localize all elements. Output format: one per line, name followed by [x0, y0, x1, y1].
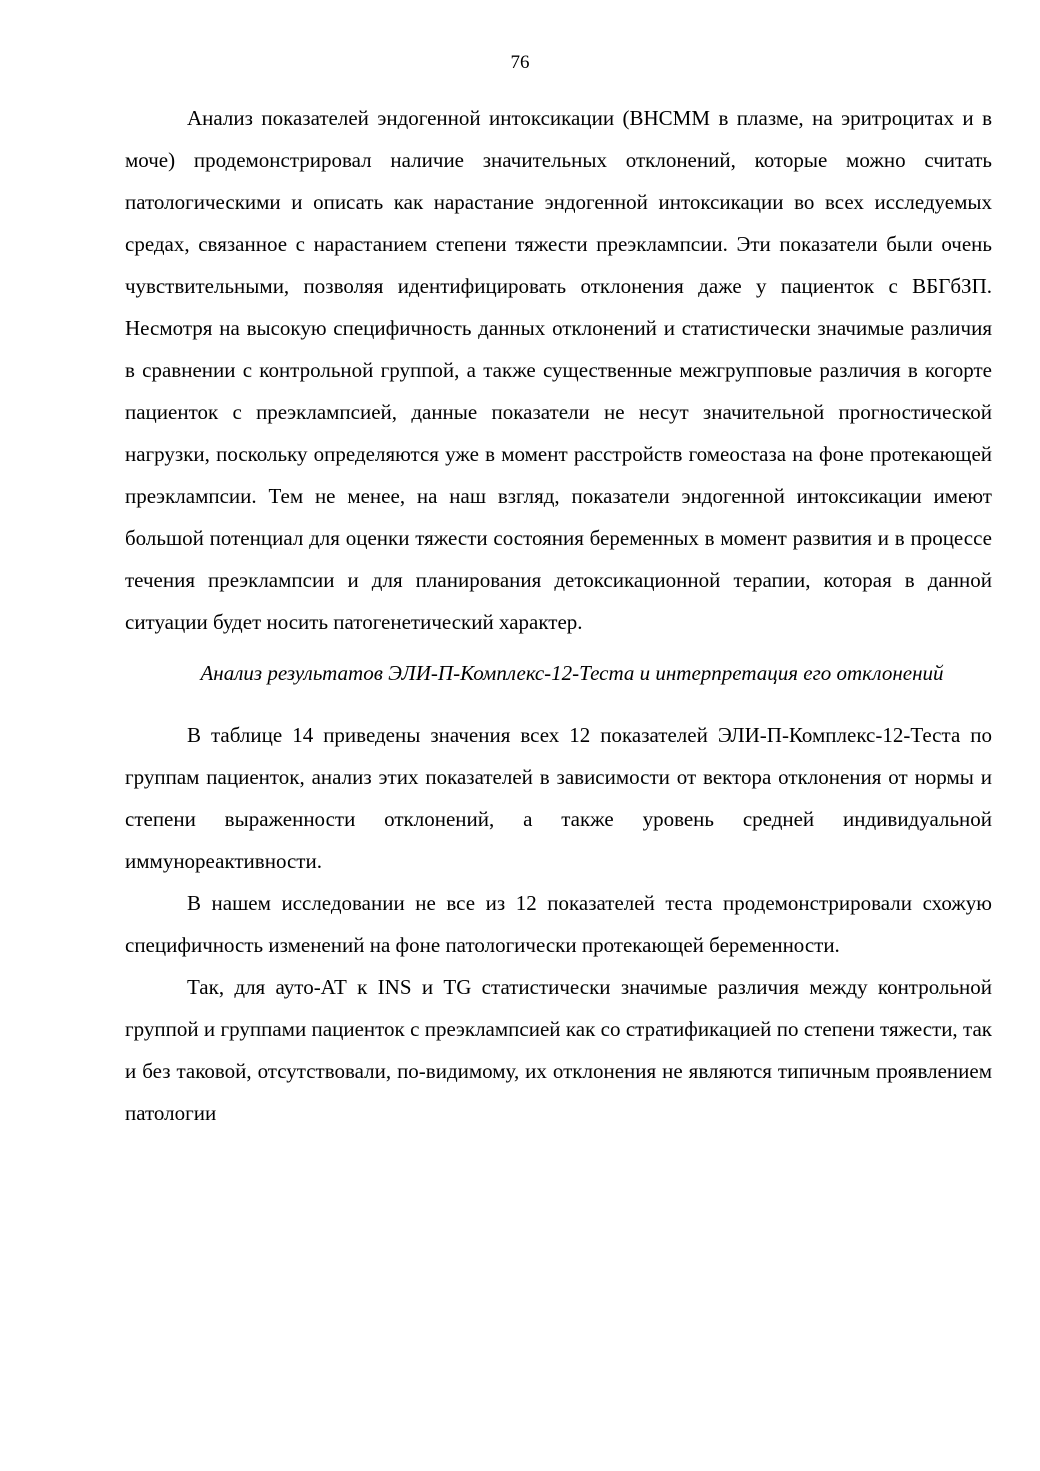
- paragraph-table-14: В таблице 14 приведены значения всех 12 показателей ЭЛИ-П-Комплекс-12-Теста по группам пациенток, анализ этих показателей в зависимости от вектора отклонения от нормы и степени выраженности отклонений, а также уровень средней индивидуальной иммунореактивности.: [125, 723, 992, 873]
- section-heading: Анализ результатов ЭЛИ-П-Комплекс-12-Теста и интерпретация его отклонений: [200, 661, 944, 685]
- paragraph-ins-tg: Так, для ауто-АТ к INS и TG статистически значимые различия между контрольной группой и группами пациенток с преэклампсией как со стратификацией по степени тяжести, так и без таковой, отсутствовали, по-видимому, их отклонения не являются типичным проявлением патологии: [125, 975, 992, 1125]
- paragraph-study-indicators: В нашем исследовании не все из 12 показателей теста продемонстрировали схожую специфичность изменений на фоне патологически протекающей беременности.: [125, 891, 992, 957]
- paragraph-endogenous-intoxication: Анализ показателей эндогенной интоксикации (ВНСММ в плазме, на эритроцитах и в моче) продемонстрировал наличие значительных отклонений, которые можно считать патологическими и описать как нарастание эндогенной интоксикации во всех исследуемых средах, связанное с нарастанием степени тяжести преэклампсии. Эти показатели были очень чувствительными, позволяя идентифицировать отклонения даже у пациенток с ВБГбЗП. Несмотря на высокую специфичность данных отклонений и статистически значимые различия в сравнении с контрольной группой, а также существенные межгрупповые различия в когорте пациенток с преэклампсией, данные показатели не несут значительной прогностической нагрузки, поскольку определяются уже в момент расстройств гомеостаза на фоне протекающей преэклампсии. Тем не менее, на наш взгляд, показатели эндогенной интоксикации имеют большой потенциал для оценки тяжести состояния беременных в момент развития и в процессе течения преэклампсии и для планирования детоксикационной терапии, которая в данной ситуации будет носить патогенетический характер.: [125, 106, 992, 634]
- page-number: 76: [510, 52, 530, 73]
- body-text: [125, 97, 992, 1134]
